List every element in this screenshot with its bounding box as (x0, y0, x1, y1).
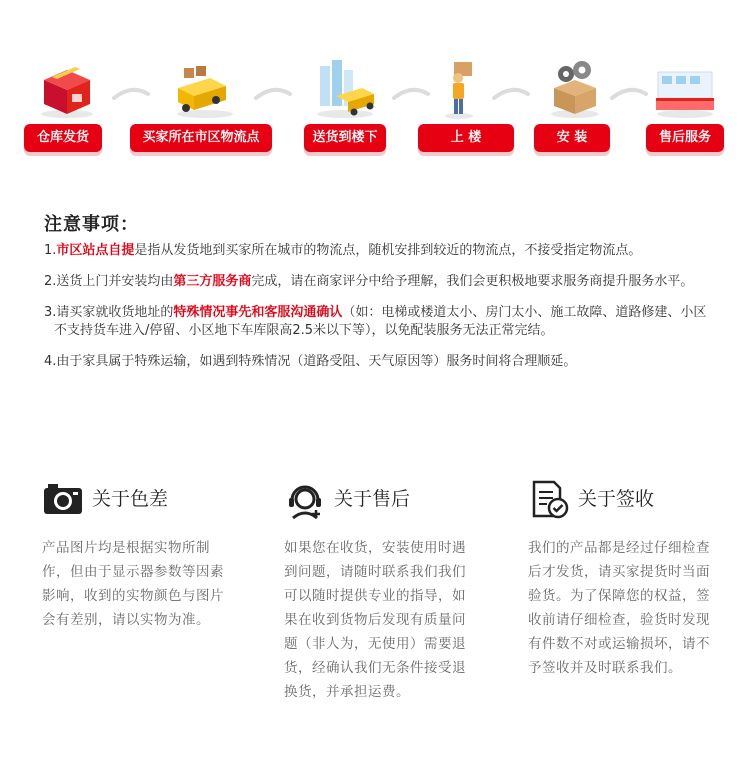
curved-arrow-icon (112, 82, 152, 104)
document-check-icon (528, 478, 570, 520)
column-header (284, 476, 484, 522)
step-label-warehouse: 仓库发货 (24, 124, 102, 152)
column-header (42, 476, 242, 522)
note-text: 完成，请在商家评分中给予理解，我们会更积极地要求服务商提升服务水平。 (251, 274, 694, 289)
step-label-after-sales: 售后服务 (646, 124, 724, 152)
note-highlight: 特殊情况事先和客服沟通确认 (173, 305, 343, 320)
note-text: 1. (44, 243, 57, 258)
step-label-city-logistics: 买家所在市区物流点 (130, 124, 272, 152)
note-item-2 (44, 273, 714, 291)
worker-carrying-icon (424, 58, 494, 120)
curved-arrow-icon (610, 82, 650, 104)
warehouse-box-icon (32, 58, 102, 120)
gears-box-icon (540, 58, 610, 120)
column-body: 如果您在收货，安装使用时遇到问题，请随时联系我们我们可以随时提供专业的指导，如果在收到货物后发现有质量问题（非人为，无使用）需要退货，经确认我们无条件接受退换货，并承担运费。 (284, 540, 466, 700)
note-text: 是指从发货地到买家所在城市的物流点，随机安排到较近的物流点，不接受指定物流点。 (134, 243, 642, 258)
note-highlight: 市区站点自提 (56, 243, 135, 258)
notes-title: 注意事项： (44, 214, 139, 235)
column-title: 关于签收 (578, 488, 655, 510)
note-item-4 (44, 353, 714, 371)
step-label-install: 安 装 (534, 124, 610, 152)
note-text: 2.送货上门并安装均由 (44, 274, 174, 289)
service-desk-icon (650, 58, 720, 120)
curved-arrow-icon (254, 82, 294, 104)
column-body: 产品图片均是根据实物所制作，但由于显示器参数等因素影响，收到的实物颜色与图片会有差别，请以实物为准。 (42, 540, 224, 628)
note-item-3 (44, 304, 714, 340)
step-label-upstairs: 上 楼 (418, 124, 514, 152)
column-title: 关于售后 (334, 488, 411, 510)
delivery-truck-icon (170, 58, 240, 120)
info-column-after-sales (284, 476, 484, 704)
info-column-color (42, 476, 242, 632)
camera-icon (42, 478, 84, 520)
note-text: 3.请买家就收货地址的 (44, 305, 174, 320)
step-label-downstairs: 送货到楼下 (304, 124, 386, 152)
notes-section (44, 210, 714, 384)
column-body: 我们的产品都是经过仔细检查后才发货，请买家提货时当面验货。为了保障您的权益，签收前请仔细检查，验货时发现有件数不对或运输损坏，请不予签收并及时联系我们。 (528, 540, 710, 676)
info-column-sign (528, 476, 728, 680)
note-highlight: 第三方服务商 (173, 274, 252, 289)
customer-service-icon (284, 478, 326, 520)
note-text: 4.由于家具属于特殊运输，如遇到特殊情况（道路受阻、天气原因等）服务时间将合理顺延。 (44, 354, 577, 369)
city-truck-icon (310, 58, 380, 120)
column-header (528, 476, 728, 522)
note-item-1 (44, 242, 714, 260)
curved-arrow-icon (492, 82, 532, 104)
column-title: 关于色差 (92, 488, 169, 510)
service-steps (0, 0, 750, 170)
note-text: （如：电梯或楼道太小、房门太小、施工故障、道路修建、小区不支持货车进入/停留、小区地下车库限高2.5米以下等），以免配装服务无法正常完结。 (54, 305, 707, 338)
